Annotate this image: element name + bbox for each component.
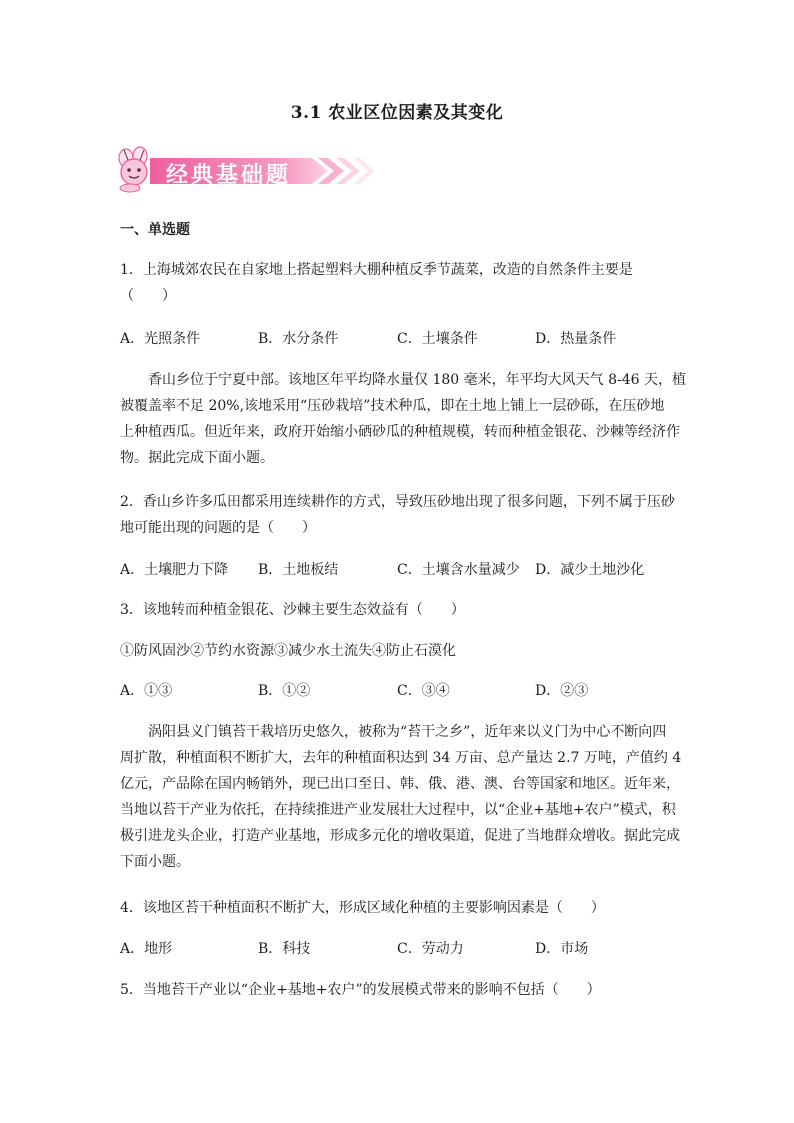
q1-stem-line: 1．上海城郊农民在自家地上搭起塑料大棚种植反季节蔬菜，改造的自然条件主要是 <box>120 262 633 278</box>
q4-option-a: A．地形 <box>120 941 173 957</box>
q1-option-b: B．水分条件 <box>258 331 339 347</box>
passage2-line: 极引进龙头企业，打造产业基地，形成多元化的增收渠道，促进了当地群众增收。据此完成 <box>120 828 680 844</box>
q3-option-b: B．①② <box>258 683 311 699</box>
q2-option-b: B．土地板结 <box>258 562 339 578</box>
passage2-line: 亿元，产品除在国内畅销外，现已出口至日、韩、俄、港、澳、台等国家和地区。近年来， <box>120 776 680 792</box>
page-title: 3.1 农业区位因素及其变化 <box>290 103 504 123</box>
q4-stem: 4．该地区苔干种植面积不断扩大，形成区域化种植的主要影响因素是（ ） <box>120 900 605 916</box>
q2-option-d: D．减少土地沙化 <box>535 562 645 578</box>
passage1-line: 上种植西瓜。但近年来，政府开始缩小硒砂瓜的种植规模，转而种植金银花、沙棘等经济作 <box>120 424 680 440</box>
passage2-line: 下面小题。 <box>120 854 190 870</box>
section-banner <box>116 146 376 196</box>
q2-stem-line: 2．香山乡许多瓜田都采用连续耕作的方式，导致压砂地出现了很多问题，下列不属于压砂 <box>120 494 675 510</box>
passage1-line: 香山乡位于宁夏中部。该地区年平均降水量仅 180 毫米，年平均大风天气 8-46 天，植 <box>148 372 686 388</box>
q4-option-c: C．劳动力 <box>397 941 464 957</box>
banner-label: 经典基础题 <box>166 163 292 188</box>
q2-option-c: C．土壤含水量减少 <box>397 562 520 578</box>
q1-option-c: C．土壤条件 <box>397 331 478 347</box>
q3-option-c: C．③④ <box>397 683 450 699</box>
passage2-line: 周扩散，种植面积不断扩大，去年的种植面积达到 34 万亩、总产量达 2.7 万吨，产值约 4 <box>120 750 682 766</box>
q3-stem: 3．该地转而种植金银花、沙棘主要生态效益有（ ） <box>120 602 465 618</box>
passage1-line: 物。据此完成下面小题。 <box>120 450 274 466</box>
q2-stem-line: 地可能出现的问题的是（ ） <box>120 520 316 536</box>
q3-option-a: A．①③ <box>120 683 173 699</box>
q4-option-b: B．科技 <box>258 941 311 957</box>
q4-option-d: D．市场 <box>535 941 589 957</box>
q3-items: ①防风固沙②节约水资源③减少水土流失④防止石漠化 <box>120 643 456 659</box>
bee-icon <box>119 147 147 192</box>
passage2-line: 当地以苔干产业为依托，在持续推进产业发展壮大过程中，以“企业+基地+农户”模式，积 <box>120 802 676 818</box>
q3-option-d: D．②③ <box>535 683 589 699</box>
passage2-line: 涡阳县义门镇苔干栽培历史悠久，被称为“苔干之乡”，近年来以义门为中心不断向四 <box>148 724 667 740</box>
q2-option-a: A．土壤肥力下降 <box>120 562 229 578</box>
passage1-line: 被覆盖率不足 20%,该地采用“压砂栽培”技术种瓜，即在土地上铺上一层砂砾，在压砂地 <box>120 398 665 414</box>
q1-option-a: A．光照条件 <box>120 331 201 347</box>
q1-option-d: D．热量条件 <box>535 331 617 347</box>
section-heading: 一、单选题 <box>120 222 190 238</box>
q1-stem-line: （ ） <box>120 288 176 304</box>
q5-stem: 5．当地苔干产业以“企业+基地+农户”的发展模式带来的影响不包括（ ） <box>120 982 601 998</box>
